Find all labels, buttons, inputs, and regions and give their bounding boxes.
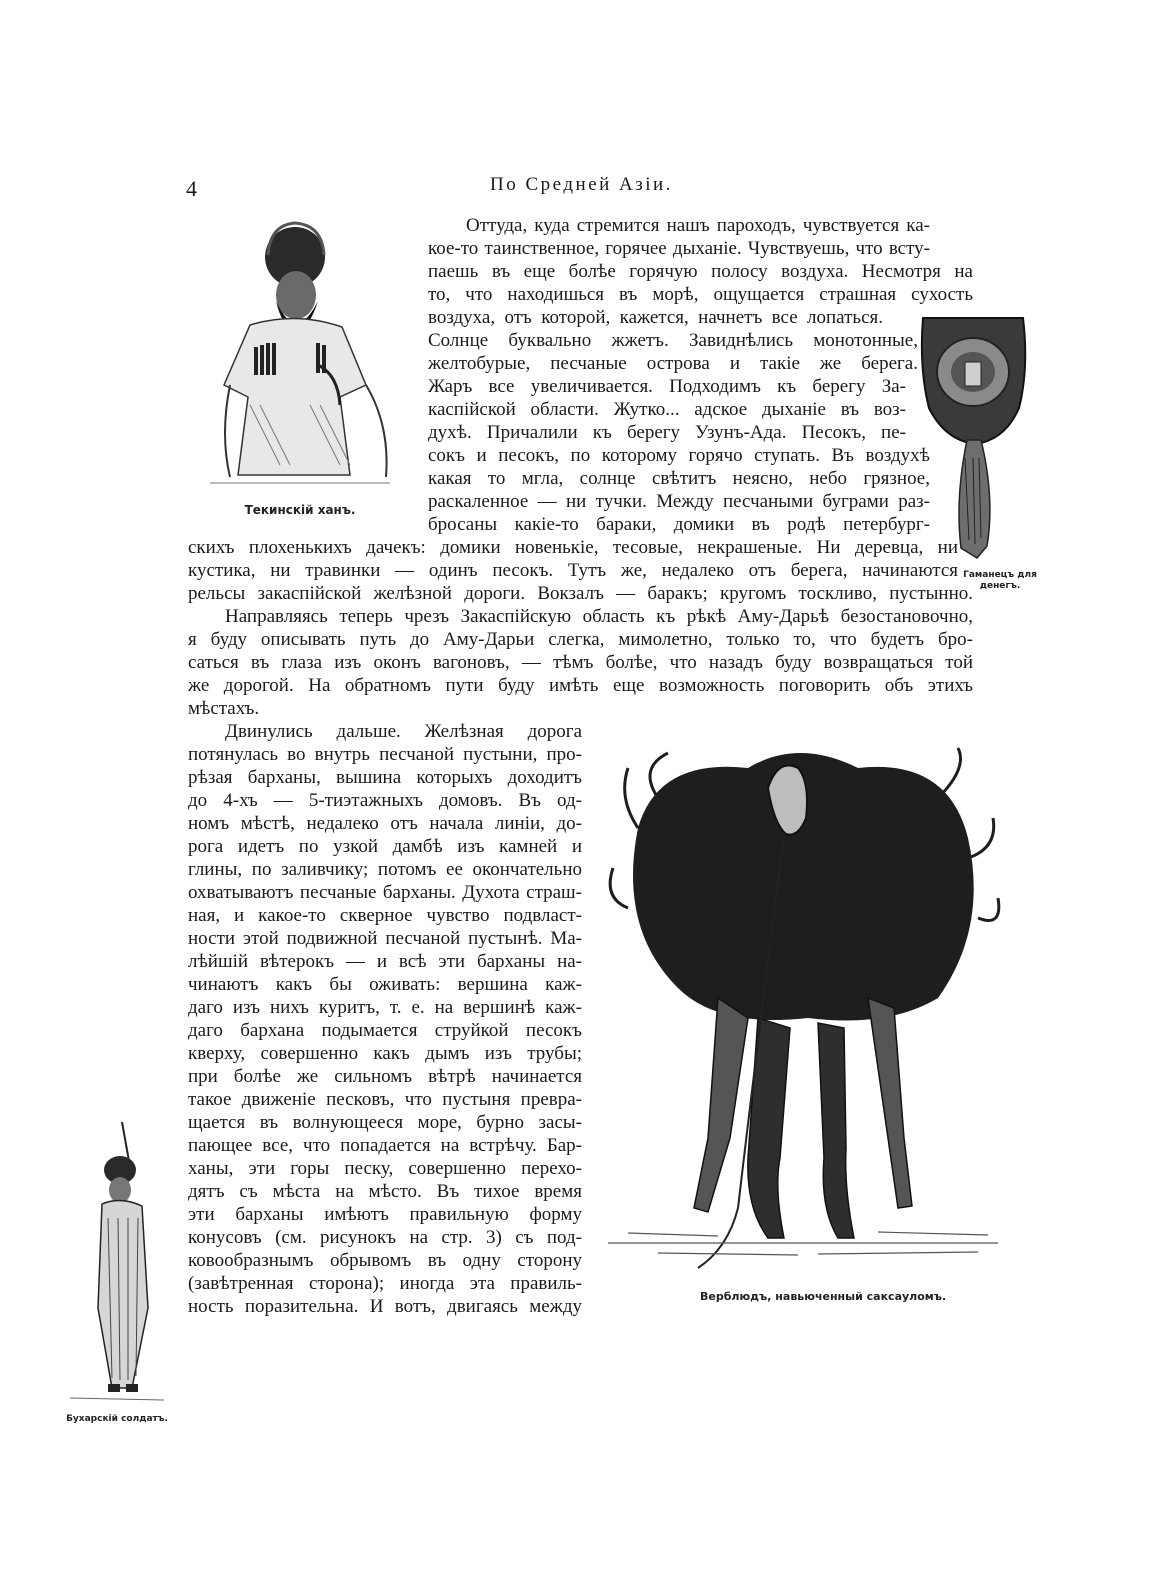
- text-line: бросаны какіе-то бараки, домики въ родѣ петербург-: [428, 514, 930, 535]
- figure-soldier: [62, 1118, 172, 1408]
- text-line: то, что находишься въ морѣ, ощущается страшная сухость: [428, 284, 973, 305]
- text-line: пающее все, что попадается на встрѣчу. Бар-: [188, 1135, 582, 1156]
- text-line: скихъ плохенькихъ дачекъ: домики новенькіе, тесовые, некрашеные. Ни деревца, ни: [188, 537, 958, 558]
- text-line: раскаленное — ни тучки. Между песчаными буграми раз-: [428, 491, 930, 512]
- text-line: каспійской области. Жутко... адское дыханіе въ воз-: [428, 399, 906, 420]
- text-line: даго изъ нихъ куритъ, т. е. на вершинѣ каж-: [188, 997, 582, 1018]
- text-line: воздуха, отъ которой, кажется, начнетъ все лопаться.: [428, 307, 883, 328]
- text-line: чинаютъ какъ бы оживать: вершина каж-: [188, 974, 582, 995]
- text-line: Жаръ все увеличивается. Подходимъ къ берегу За-: [428, 376, 906, 397]
- text-line: Солнце буквально жжетъ. Завиднѣлись монотонные,: [428, 330, 918, 351]
- camel-illustration: [598, 738, 1008, 1286]
- tekin-khan-illustration: [190, 215, 410, 505]
- text-line: щается въ волнующееся море, бурно засы-: [188, 1112, 582, 1133]
- page-number: 4: [186, 176, 197, 201]
- text-line: ханы, эти горы песку, совершенно перехо-: [188, 1158, 582, 1179]
- figure-purse: [915, 308, 1035, 570]
- text-line: саться въ глаза изъ оконъ вагоновъ, — тѣмъ болѣе, что назадъ буду возвращаться той: [188, 652, 973, 673]
- text-line: сокъ и песокъ, по которому горячо ступать. Въ воздухѣ: [428, 445, 930, 466]
- text-line: рельсы закаспійской желѣзной дороги. Вокзалъ — баракъ; кругомъ тоскливо, пустынно.: [188, 583, 973, 604]
- text-line: желтобурые, песчаные острова и такіе же берега.: [428, 353, 918, 374]
- text-line: ности этой подвижной песчаной пустынѣ. Ма-: [188, 928, 582, 949]
- text-line: ность поразительна. И вотъ, двигаясь между: [188, 1296, 582, 1317]
- text-line: Направляясь теперь чрезъ Закаспійскую область къ рѣкѣ Аму-Дарьѣ безостановочно,: [225, 606, 973, 627]
- purse-caption-line-2: денегъ.: [979, 581, 1021, 591]
- figure-camel: [598, 738, 1008, 1286]
- text-line: какая то мгла, солнце свѣтитъ неясно, небо грязное,: [428, 468, 930, 489]
- text-line: охватываютъ песчаные барханы. Духота страш-: [188, 882, 582, 903]
- text-line: рога идетъ по узкой дамбѣ изъ камней и: [188, 836, 582, 857]
- text-line: лѣйшій вѣтерокъ — и всѣ эти барханы на-: [188, 951, 582, 972]
- text-line: такое движеніе песковъ, что пустыня превра-: [188, 1089, 582, 1110]
- text-line: ковообразнымъ обрывомъ въ одну сторону: [188, 1250, 582, 1271]
- tekin-khan-caption: Текинскій ханъ.: [244, 503, 356, 517]
- soldier-illustration: [62, 1118, 172, 1408]
- running-title: По Средней Азіи.: [490, 174, 673, 195]
- camel-caption: Верблюдъ, навьюченный саксауломъ.: [700, 1290, 947, 1303]
- text-line: духѣ. Причалили къ берегу Узунъ-Ада. Песокъ, пе-: [428, 422, 906, 443]
- purse-caption-line-1: Гаманецъ для: [963, 570, 1037, 580]
- text-line: Двинулись дальше. Желѣзная дорога: [225, 721, 582, 742]
- text-line: мѣстахъ.: [188, 698, 260, 719]
- figure-tekin-khan: [190, 215, 410, 505]
- text-line: до 4-хъ — 5-тиэтажныхъ домовъ. Въ од-: [188, 790, 582, 811]
- text-line: (завѣтренная сторона); иногда эта правиль-: [188, 1273, 582, 1294]
- text-line: номъ мѣстѣ, недалеко отъ начала линіи, до-: [188, 813, 582, 834]
- text-line: конусовъ (см. рисунокъ на стр. 3) съ под-: [188, 1227, 582, 1248]
- text-line: я буду описывать путь до Аму-Дарьи слегка, мимолетно, только то, что будетъ бро-: [188, 629, 973, 650]
- soldier-caption: Бухарскій солдатъ.: [66, 1414, 168, 1424]
- text-line: Оттуда, куда стремится нашъ пароходъ, чувствуется ка-: [466, 215, 930, 236]
- text-line: даго бархана подымается струйкой песокъ: [188, 1020, 582, 1041]
- text-line: кверху, совершенно какъ дымъ изъ трубы;: [188, 1043, 582, 1064]
- text-line: паешь въ еще болѣе горячую полосу воздуха. Несмотря на: [428, 261, 973, 282]
- text-line: потянулась во внутрь песчаной пустыни, про-: [188, 744, 582, 765]
- text-line: рѣзая барханы, вышина которыхъ доходитъ: [188, 767, 582, 788]
- text-line: кустика, ни травинки — одинъ песокъ. Тутъ же, недалеко отъ берега, начинаются: [188, 560, 958, 581]
- text-line: глины, по заливчику; потомъ ее окончательно: [188, 859, 582, 880]
- text-line: ная, и какое-то скверное чувство подвласт-: [188, 905, 582, 926]
- text-line: при болѣе же сильномъ вѣтрѣ начинается: [188, 1066, 582, 1087]
- purse-illustration: [915, 308, 1035, 570]
- text-line: дятъ съ мѣста на мѣсто. Въ тихое время: [188, 1181, 582, 1202]
- text-line: эти барханы имѣютъ правильную форму: [188, 1204, 582, 1225]
- text-line: же дорогой. На обратномъ пути буду имѣть еще возможность поговорить объ этихъ: [188, 675, 973, 696]
- text-line: кое-то таинственное, горячее дыханіе. Чувствуешь, что всту-: [428, 238, 930, 259]
